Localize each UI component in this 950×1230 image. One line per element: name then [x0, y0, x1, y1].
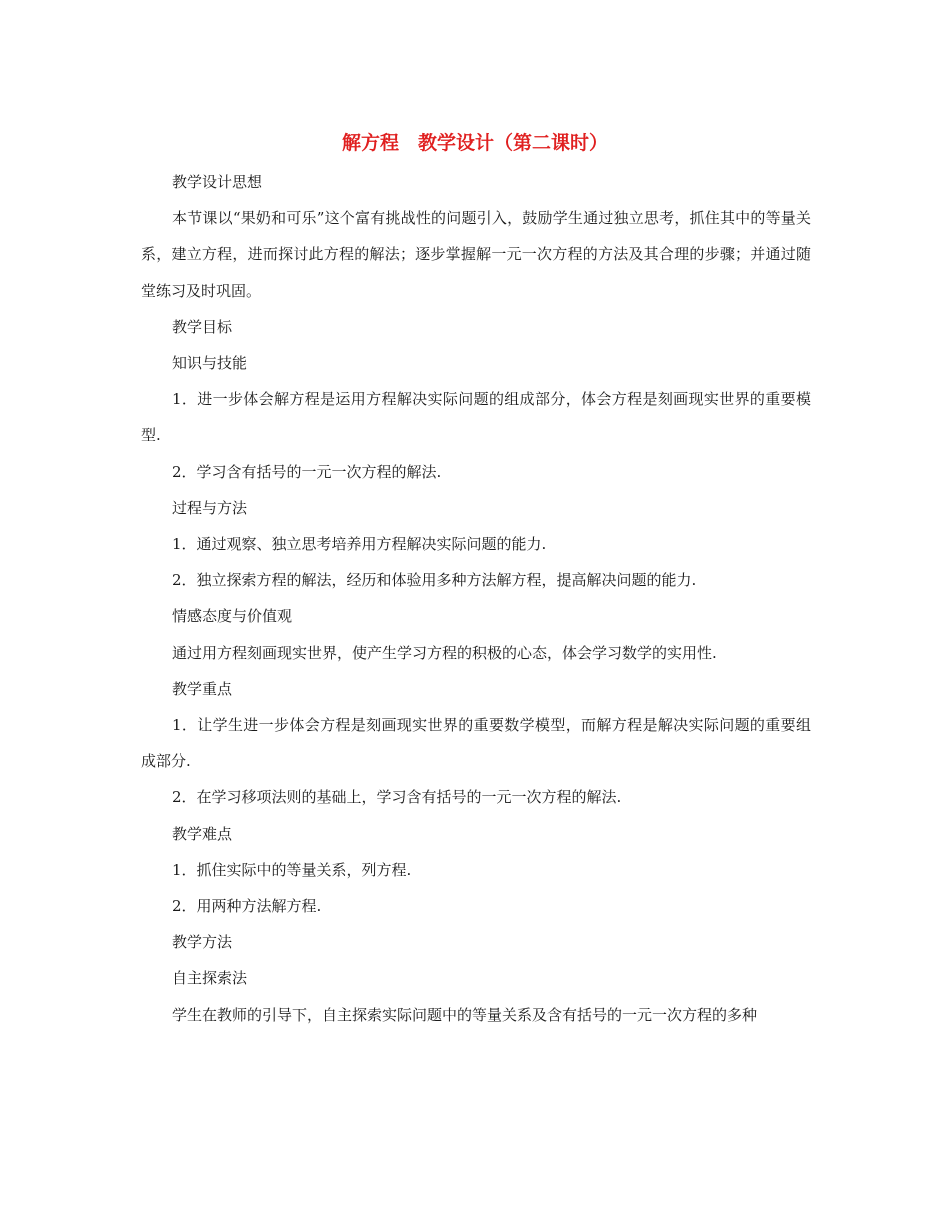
subsection-heading: 自主探索法: [172, 969, 248, 988]
subsection-heading: 情感态度与价值观: [172, 607, 293, 626]
list-item: 1．进一步体会解方程是运用方程解决实际问题的组成部分，体会方程是刻画现实世界的重要模型.: [141, 390, 811, 445]
paragraph: 本节课以“果奶和可乐”这个富有挑战性的问题引入，鼓励学生通过独立思考，抓住其中的等量关系，建立方程，进而探讨此方程的解法；逐步掌握解一元一次方程的方法及其合理的步骤；并通过随堂练习及时巩固。: [141, 209, 811, 300]
list-item: 2．学习含有括号的一元一次方程的解法.: [172, 462, 442, 481]
paragraph: 通过用方程刻画现实世界，使产生学习方程的积极的心态，体会学习数学的实用性.: [172, 643, 717, 662]
subsection-heading: 过程与方法: [172, 498, 248, 517]
list-item: 1．让学生进一步体会方程是刻画现实世界的重要数学模型，而解方程是解决实际问题的重要组成部分.: [141, 716, 811, 771]
list-item: 2．独立探索方程的解法，经历和体验用多种方法解方程，提高解决问题的能力.: [172, 571, 697, 590]
section-heading: 教学重点: [172, 679, 233, 698]
list-item: 1．通过观察、独立思考培养用方程解决实际问题的能力.: [172, 535, 547, 554]
list-item: 1．抓住实际中的等量关系，列方程.: [172, 860, 412, 879]
section-heading: 教学难点: [172, 824, 233, 843]
paragraph: 学生在教师的引导下，自主探索实际问题中的等量关系及含有括号的一元一次方程的多种: [172, 1005, 758, 1024]
section-heading: 教学方法: [172, 933, 233, 952]
section-heading: 教学目标: [172, 317, 233, 336]
document-body: [141, 164, 811, 1033]
list-item: 2．用两种方法解方程.: [172, 897, 322, 916]
document-title: 解方程 教学设计（第二课时）: [341, 132, 608, 154]
section-heading: 教学设计思想: [172, 173, 263, 191]
subsection-heading: 知识与技能: [172, 354, 248, 373]
list-item: 2．在学习移项法则的基础上，学习含有括号的一元一次方程的解法.: [172, 788, 622, 807]
